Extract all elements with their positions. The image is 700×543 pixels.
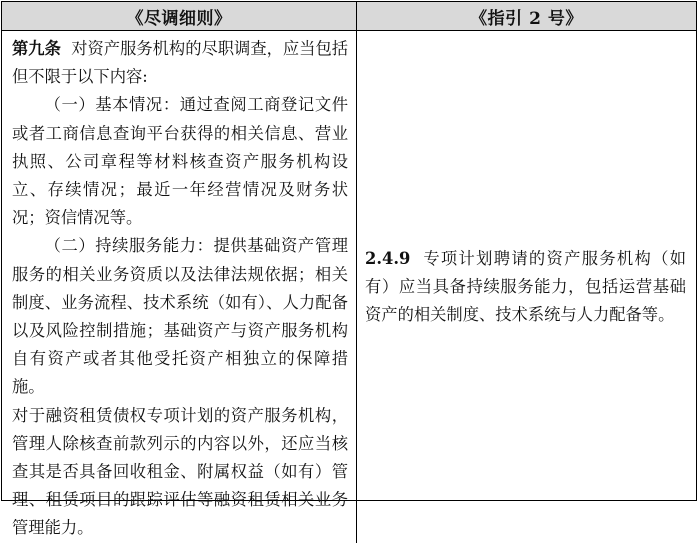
header-left — [2, 2, 357, 31]
clause-paragraph — [365, 245, 686, 330]
header-right-title: 《指引 2 号》 — [470, 8, 583, 29]
item-basic-info: （一）基本情况：通过查阅工商登记文件或者工商信息查询平台获得的相关信息、营业执照、公司章程等材料核查资产服务机构设立、存续情况；最近一年经营情况及财务状况；资信情况等。 — [12, 95, 348, 228]
article-text: 对资产服务机构的尽职调查，应当包括但不限于以下内容: — [12, 39, 349, 87]
item-service-capability: （二）持续服务能力：提供基础资产管理服务的相关业务资质以及法律法规依据；相关制度、业务流程、技术系统（如有）、人力配备以及风险控制措施；基础资产与资产服务机构自有资产或者其他受托资产相独立的保障措施。 — [12, 236, 348, 397]
header-right — [357, 2, 696, 31]
article-paragraph — [12, 35, 348, 91]
header-left-title: 《尽调细则》 — [126, 8, 232, 29]
clause-label: 2.4.9 — [365, 248, 411, 268]
article-label: 第九条 — [12, 39, 61, 58]
left-body — [2, 31, 357, 543]
clause-text: 专项计划聘请的资产服务机构（如有）应当具备持续服务能力，包括运营基础资产的相关制度、技术系统与人力配备等。 — [365, 248, 686, 324]
leasing-note: 对于融资租赁债权专项计划的资产服务机构，管理人除核查前款列示的内容以外，还应当核查其是否具备回收租金、附属权益（如有）管理、租赁项目的跟踪评估等融资租赁相关业务管理能力。 — [12, 405, 348, 538]
comparison-table — [1, 1, 697, 538]
right-body — [357, 31, 696, 543]
